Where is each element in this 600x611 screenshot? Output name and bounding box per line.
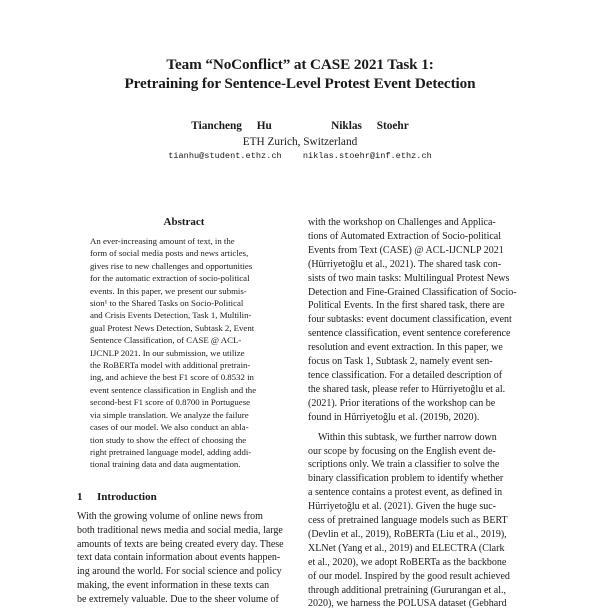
right-column bbox=[308, 216, 530, 611]
abstract-line: and Crisis Events Detection, Task 1, Multilin- bbox=[90, 310, 252, 321]
body-line: through additional pretraining (Gururangan et al., bbox=[308, 584, 506, 596]
abstract-body bbox=[77, 235, 292, 471]
body-line: Detection and Fine-Grained Classification of Socio- bbox=[308, 286, 517, 298]
title-line-1: Team “NoConflict” at CASE 2021 Task 1: bbox=[166, 56, 434, 73]
abstract-line: second-best F1 score of 0.8700 in Portuguese bbox=[90, 397, 251, 408]
body-line: XLNet (Yang et al., 2019) and ELECTRA (Clark bbox=[308, 542, 505, 554]
body-line: Within this subtask, we further narrow down bbox=[318, 431, 497, 443]
body-line: 2020), we harness the POLUSA dataset (Gebhard bbox=[308, 598, 507, 610]
intro-line: With the growing volume of online news from bbox=[77, 510, 263, 522]
body-line: binary classification problem to identify whether bbox=[308, 473, 504, 485]
abstract-line: sion¹ to the Shared Tasks on Socio-Political bbox=[90, 298, 244, 309]
intro-line: ing around the world. For social science and policy bbox=[77, 566, 282, 578]
body-line: tence classification. For a detailed description of bbox=[308, 369, 503, 381]
body-line: Political Events. In the first shared task, there are bbox=[308, 300, 505, 312]
author-block bbox=[0, 119, 600, 163]
body-line: with the workshop on Challenges and Applica- bbox=[308, 217, 496, 228]
abstract-line: Sentence Classification, of CASE @ ACL- bbox=[90, 335, 242, 346]
right-paragraph-2 bbox=[308, 431, 530, 611]
abstract-line: event sentence classification in English and the bbox=[90, 384, 257, 395]
paper-title bbox=[0, 55, 600, 93]
affiliation: ETH Zurich, Switzerland bbox=[242, 136, 358, 148]
title-line-2: Pretraining for Sentence-Level Protest Event Detection bbox=[124, 75, 476, 92]
intro-line: making, the event information in these texts can bbox=[77, 580, 270, 592]
body-line: tions of Automated Extraction of Socio-political bbox=[308, 230, 502, 242]
author-names: Tiancheng Hu Niklas Stoehr bbox=[191, 120, 409, 132]
body-line: Events from Text (CASE) @ ACL-IJCNLP 2021 bbox=[308, 244, 504, 256]
body-line: focus on Task 1, Subtask 2, namely event sen- bbox=[308, 356, 493, 368]
body-line: four subtasks: event document classification, event bbox=[308, 314, 512, 326]
intro-line: text data contain information about events happen- bbox=[77, 552, 281, 564]
section-number: 1 bbox=[77, 490, 83, 503]
body-line: sists of two main tasks: Multilingual Protest News bbox=[308, 272, 510, 284]
introduction-body bbox=[77, 510, 291, 607]
body-line: sentence classification, event sentence coreference bbox=[308, 328, 511, 340]
email-1: tianhu@student.ethz.ch bbox=[168, 151, 282, 161]
abstract-line: gives rise to new challenges and opportunities bbox=[90, 260, 253, 271]
intro-line: be extremely valuable. Due to the sheer volume of bbox=[77, 594, 279, 606]
abstract-line: the RoBERTa model with additional pretrain- bbox=[90, 360, 251, 371]
abstract-line: IJCNLP 2021. In our submission, we utilize bbox=[90, 347, 245, 358]
intro-line: both traditional news media and social media, large bbox=[77, 524, 283, 536]
body-line: our scope by focusing on the English event de- bbox=[308, 445, 496, 457]
abstract-line: form of social media posts and news articles, bbox=[90, 248, 249, 259]
email-2: niklas.stoehr@inf.ethz.ch bbox=[302, 151, 432, 161]
body-line: et al., 2020), we adopt RoBERTa as the backbone bbox=[308, 556, 507, 568]
abstract-line: via simple translation. We analyze the failure bbox=[90, 409, 249, 420]
author-emails bbox=[0, 150, 600, 163]
abstract-line: tion study to show the effect of choosing the bbox=[90, 434, 247, 445]
body-line: (Hürriyetoğlu et al., 2021). The shared task con- bbox=[308, 258, 502, 270]
body-line: cess of pretrained language models such as BERT bbox=[308, 515, 508, 527]
body-line: a sentence contains a protest event, as defined in bbox=[308, 487, 503, 499]
body-line: (2021). Prior iterations of the workshop can be bbox=[308, 397, 496, 409]
abstract-line: An ever-increasing amount of text, in the bbox=[90, 236, 235, 246]
body-line: Hürriyetoğlu et al. (2021). Given the huge suc- bbox=[308, 501, 497, 513]
left-column bbox=[77, 215, 291, 607]
body-line: (Devlin et al., 2019), RoBERTa (Liu et al., 2019), bbox=[308, 528, 507, 540]
right-paragraph-1 bbox=[308, 216, 530, 425]
body-line: found in Hürriyetoğlu et al. (2019b, 2020). bbox=[308, 411, 480, 423]
abstract-line: ing, and achieve the best F1 score of 0.8532 in bbox=[90, 372, 254, 383]
body-line: resolution and event extraction. In this paper, we bbox=[308, 342, 503, 354]
body-line: of our model. Inspired by the good result achieved bbox=[308, 570, 510, 582]
body-line: scriptions only. We train a classifier to solve the bbox=[308, 459, 500, 471]
abstract-line: for the automatic extraction of socio-political bbox=[90, 273, 250, 284]
body-line: the shared task, please refer to Hürriyetoğlu et al. bbox=[308, 383, 506, 395]
intro-line: amounts of texts are being created every day. These bbox=[77, 538, 284, 550]
abstract-line: cases of our model. We also conduct an abla- bbox=[90, 422, 249, 433]
introduction-heading bbox=[77, 490, 291, 504]
abstract-line: gual Protest News Detection, Subtask 2, Event bbox=[90, 322, 255, 333]
abstract-line: right pretrained language model, adding addi- bbox=[90, 446, 252, 457]
abstract-line: tional training data and data augmentation. bbox=[90, 459, 241, 470]
section-title: Introduction bbox=[97, 490, 157, 503]
abstract-heading: Abstract bbox=[163, 216, 205, 228]
abstract-line: events. In this paper, we present our submis- bbox=[90, 285, 247, 296]
